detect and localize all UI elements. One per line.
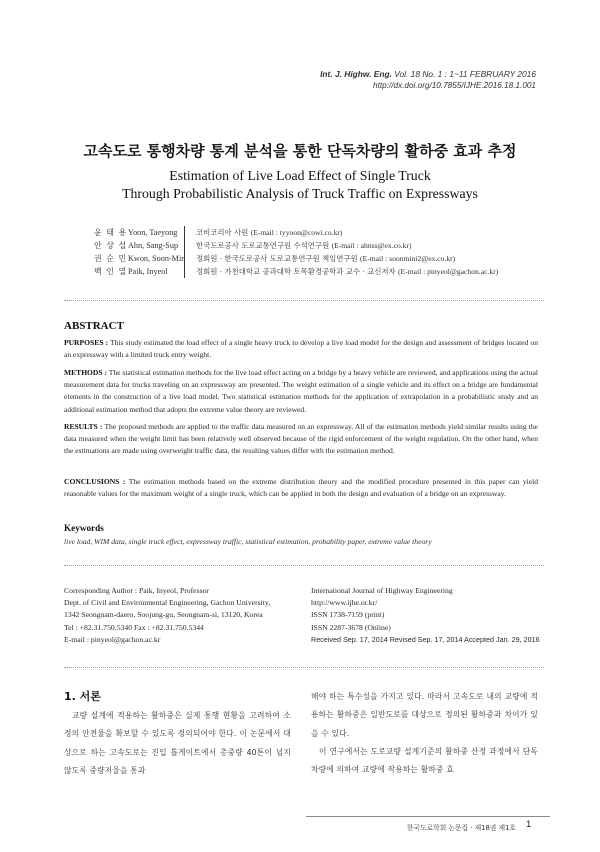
- correspondence-email[interactable]: E-mail : pinyeol@gachon.ac.kr: [64, 634, 161, 644]
- correspondence-block: [64, 585, 304, 646]
- methods-label: METHODS :: [64, 368, 107, 377]
- author-affiliation: [196, 253, 455, 264]
- correspondence-line: 1342 Seongnam-daero, Soojung-gu, Seongnam-si, 13120, Korea: [64, 610, 263, 620]
- author-name-english: Yoon, Taeyong: [128, 228, 178, 237]
- keywords-heading: Keywords: [64, 523, 104, 533]
- doi-link[interactable]: http://dx.doi.org/10.7855/IJHE.2016.18.1.001: [373, 81, 536, 90]
- abstract-methods: [64, 367, 538, 416]
- abstract-heading: ABSTRACT: [64, 320, 124, 332]
- author-name-english: Paik, Inyeol: [128, 267, 168, 276]
- footer-rule: [306, 816, 550, 817]
- title-korean: 고속도로 통행차량 통계 분석을 통한 단독차량의 활하중 효과 추정: [83, 142, 517, 160]
- purposes-label: PURPOSES :: [64, 338, 109, 347]
- author-name-korean: 백 인 열: [94, 267, 128, 276]
- divider-dotted: [64, 565, 544, 566]
- keywords-text: live load, WIM data, single truck effect, expressway traffic, statistical estimation, probability paper, extreme value theory: [64, 537, 432, 546]
- author-name-english: Ahn, Sang-Sup: [128, 241, 179, 250]
- affiliation-text: 정회원 · 한국도로공사 도로교통연구원 책임연구원: [196, 254, 358, 263]
- publication-dates: Received Sep. 17, 2014 Revised Sep. 17, 2014 Accepted Jan. 29, 2016: [311, 634, 540, 644]
- publication-url[interactable]: http://www.ijhe.or.kr/: [311, 598, 378, 608]
- author-name-korean: 안 상 섭: [94, 241, 128, 250]
- methods-text: The statistical estimation methods for the live load effect acting on a bridge by a heavy vehicle are reviewed, and applications using the actual measurement data for trucks traveling on an expressway are presented. The weight estimation of a single vehicle and its effect on a bridge are fundamental elements in the construction of a live load model. Two statistical estimation methods for the application of extrapolation in a probabilistic study and an additional estimation method that adopts the extreme value theory are reviewed.: [64, 368, 539, 414]
- author-email: (E-mail : ahnss@ex.co.kr): [331, 241, 412, 250]
- results-label: RESULTS :: [64, 422, 103, 431]
- author-name-korean: 권 순 민: [94, 254, 128, 263]
- affiliation-text: 정회원 · 가천대학교 공과대학 토목환경공학과 교수 · 교신저자: [196, 267, 396, 276]
- body-paragraph: 교량 설계에 적용하는 활하중은 실제 통행 현황을 고려하여 소정의 안전율을 확보할 수 있도록 정의되어야 한다. 이 논문에서 대상으로 하는 고속도로는 진입 톨게이트에서 총중량 40톤이 넘지 않도록 중량저울을 통과: [64, 711, 291, 775]
- author-row: [94, 226, 554, 239]
- author-row: [94, 239, 554, 252]
- purposes-text: This study estimated the load effect of a single heavy truck to develop a live load model for the design and assessment of bridges located on an expressway with a limited truck entry weight.: [64, 338, 539, 360]
- journal-volume: Vol. 18 No. 1 : 1~11 FEBRUARY 2016: [394, 69, 536, 79]
- author-email: (E-mail : soonmini2@ex.co.kr): [360, 254, 456, 263]
- correspondence-line: Dept. of Civil and Environmental Engineering, Gachon University,: [64, 598, 271, 608]
- body-column-left: [64, 707, 291, 780]
- conclusions-text: The estimation methods based on the extreme distribution theory and the modified procedure presented in this paper can yield reasonable values for the maximum weight of a single truck, which can be applied in both the design and evaluation of a bridge on an expressway.: [64, 477, 538, 499]
- conclusions-label: CONCLUSIONS :: [64, 477, 126, 486]
- journal-name: Int. J. Highw. Eng.: [320, 69, 392, 79]
- page-number: 1: [526, 819, 532, 830]
- divider-dotted: [64, 667, 544, 668]
- author-row: [94, 265, 554, 278]
- abstract-conclusions: [64, 476, 538, 500]
- title-english-line1: Estimation of Live Load Effect of Single Truck: [169, 168, 431, 183]
- title-english-line2: Through Probabilistic Analysis of Truck Traffic on Expressways: [122, 186, 478, 201]
- abstract-purposes: [64, 337, 538, 361]
- author-row: [94, 252, 554, 265]
- affiliation-text: 한국도로공사 도로교통연구원 수석연구원: [196, 241, 330, 250]
- author-email: (E-mail : tyyoon@cowi.co.kr): [250, 228, 343, 237]
- journal-citation: [320, 69, 536, 79]
- correspondence-line: Corresponding Author : Paik, Inyeol, Professor: [64, 586, 209, 595]
- footer-journal: 한국도로학회 논문집 · 제18권 제1호: [406, 824, 516, 832]
- affiliation-text: 코비코리아 사원: [196, 228, 249, 237]
- author-affiliation: [196, 266, 498, 277]
- body-column-right: [311, 688, 538, 779]
- divider-dotted: [64, 300, 544, 301]
- author-affiliation: [196, 240, 412, 251]
- results-text: The proposed methods are applied to the traffic data measured on an expressway. All of the estimation methods yield similar results using the data measured when the weight limit has been relatively well observed because of the rigid enforcement of the weight regulation. On the other hand, when the estimations are made using overweight traffic data, the resulting values differ with the estimation method.: [64, 422, 538, 456]
- publication-issn-print: ISSN 1738-7159 (print): [311, 610, 385, 620]
- author-email: (E-mail : pinyeol@gachon.ac.kr): [398, 267, 499, 276]
- author-name-english: Kwon, Soon-Min: [128, 254, 186, 263]
- publication-issn-online: ISSN 2287-3678 (Online): [311, 622, 391, 632]
- body-paragraph: 해야 하는 특수성을 가지고 있다. 따라서 고속도로 내의 교량에 적용하는 활하중은 일반도로를 대상으로 정의된 활하중과 차이가 있을 수 있다.: [311, 692, 538, 738]
- section-title: 1. 서론: [64, 690, 101, 703]
- abstract-results: [64, 421, 538, 458]
- publication-block: [311, 585, 551, 646]
- author-name-korean: 윤 태 용: [94, 228, 128, 237]
- author-list: [94, 226, 554, 278]
- body-paragraph: 이 연구에서는 도로교량 설계기준의 활하중 산정 과정에서 단독차량에 의하여 교량에 작용하는 활하중 효: [311, 746, 538, 775]
- publication-journal: International Journal of Highway Engineering: [311, 586, 453, 595]
- correspondence-line: Tel : +82.31.750.5340 Fax : +82.31.750.5344: [64, 622, 204, 632]
- author-affiliation: [196, 227, 342, 238]
